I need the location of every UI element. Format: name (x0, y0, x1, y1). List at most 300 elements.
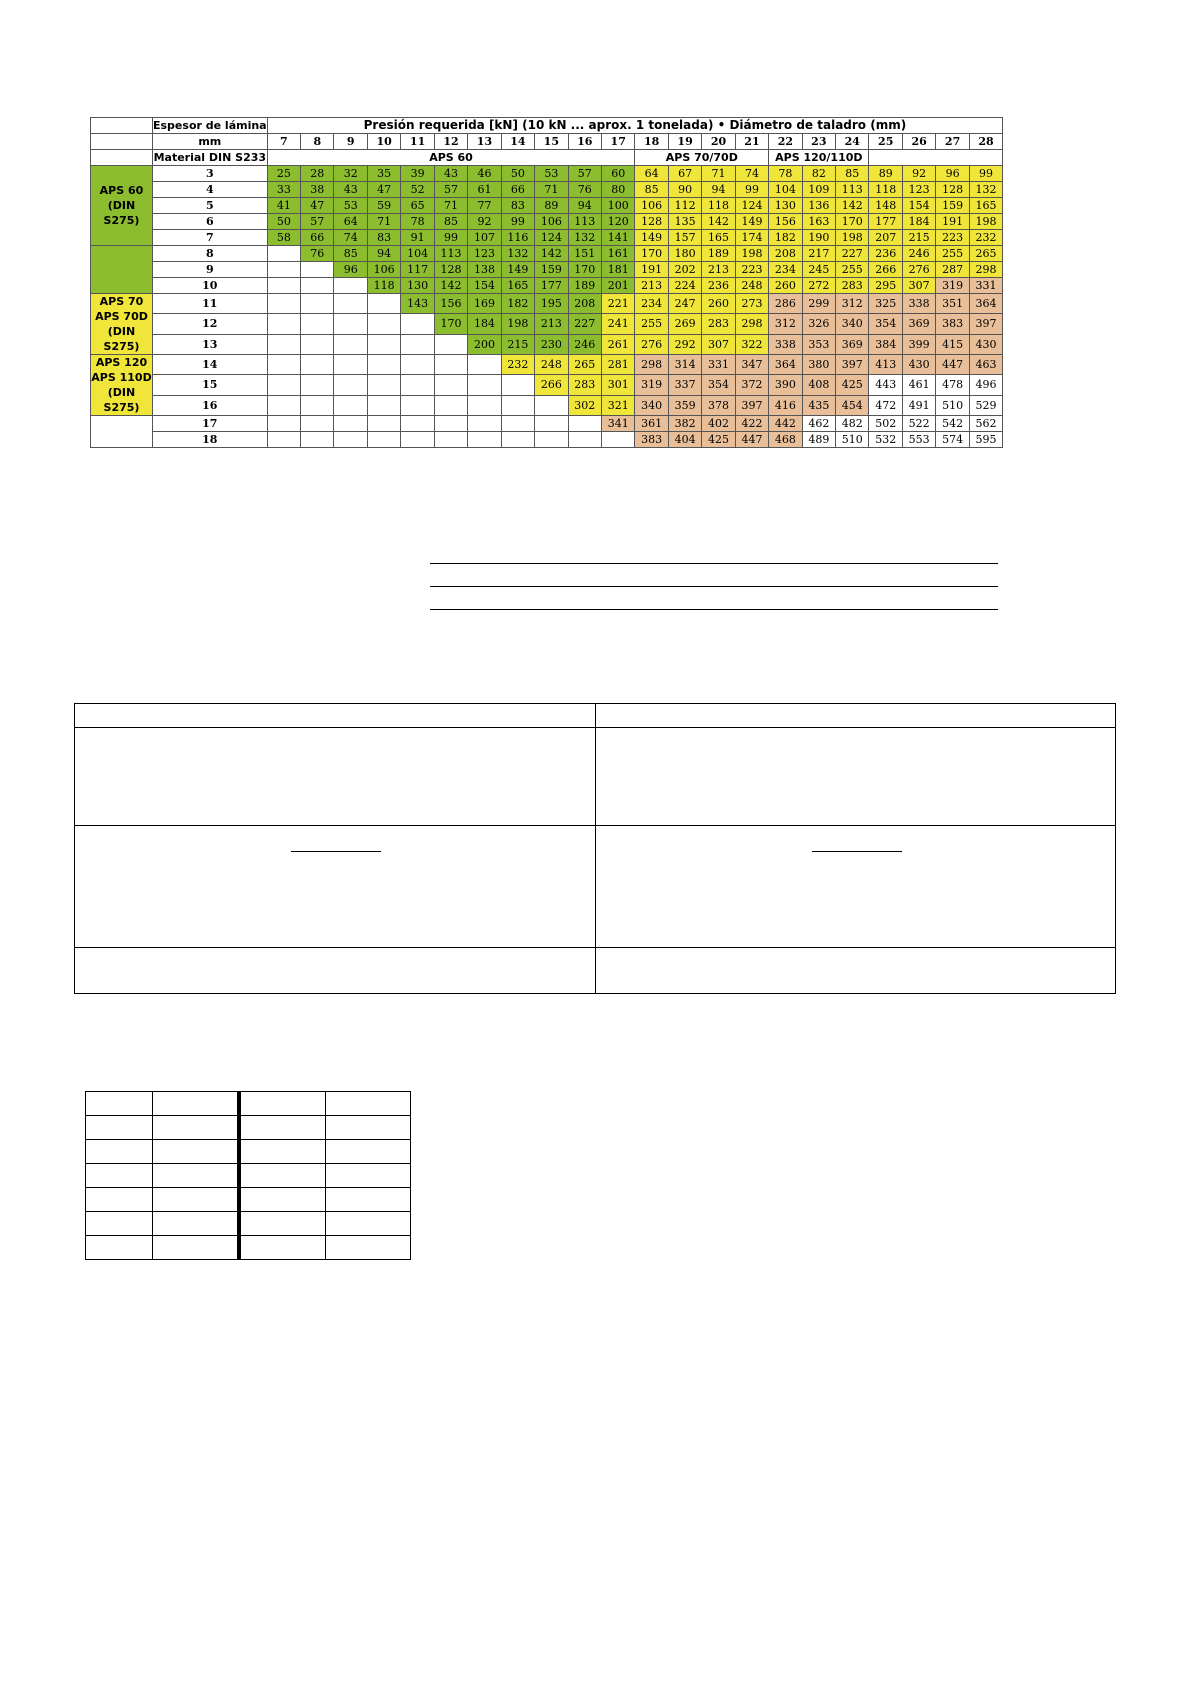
pressure-value: 425 (702, 432, 735, 448)
thickness-value: 15 (153, 375, 268, 395)
pressure-value: 91 (401, 230, 434, 246)
pressure-value: 106 (635, 198, 668, 214)
pressure-value: 491 (902, 395, 935, 415)
pressure-value: 96 (936, 166, 969, 182)
pressure-value: 354 (869, 314, 902, 334)
pressure-value: 215 (501, 334, 534, 354)
pressure-value: 53 (535, 166, 568, 182)
pressure-value: 83 (367, 230, 400, 246)
pressure-value: 113 (568, 214, 601, 230)
empty-cell (568, 416, 601, 432)
pressure-value: 165 (969, 198, 1002, 214)
empty-cell (301, 262, 334, 278)
pressure-value: 331 (969, 278, 1002, 294)
empty-cell (401, 334, 434, 354)
pressure-value: 353 (802, 334, 835, 354)
pressure-value: 241 (601, 314, 634, 334)
empty-cell (401, 432, 434, 448)
pressure-value: 67 (668, 166, 701, 182)
pressure-value: 113 (836, 182, 869, 198)
pressure-value: 57 (301, 214, 334, 230)
pressure-value: 337 (668, 375, 701, 395)
pressure-value: 191 (635, 262, 668, 278)
pressure-value: 510 (936, 395, 969, 415)
form-cell (595, 704, 1116, 728)
pressure-value: 266 (869, 262, 902, 278)
empty-cell (334, 334, 367, 354)
pressure-value: 50 (267, 214, 300, 230)
pressure-value: 215 (902, 230, 935, 246)
empty-cell (468, 375, 501, 395)
diameter-header: 23 (802, 134, 835, 150)
pressure-value: 234 (635, 294, 668, 314)
empty-cell (367, 294, 400, 314)
pressure-value: 135 (668, 214, 701, 230)
pressure-value: 165 (501, 278, 534, 294)
pressure-value: 64 (635, 166, 668, 182)
pressure-value: 163 (802, 214, 835, 230)
pressure-value: 272 (802, 278, 835, 294)
pressure-value: 190 (802, 230, 835, 246)
thickness-value: 17 (153, 416, 268, 432)
pressure-value: 255 (635, 314, 668, 334)
pressure-value: 154 (468, 278, 501, 294)
pressure-value: 64 (334, 214, 367, 230)
pressure-value: 213 (635, 278, 668, 294)
empty-cell (367, 375, 400, 395)
empty-cell (535, 395, 568, 415)
pressure-value: 46 (468, 166, 501, 182)
pressure-value: 71 (367, 214, 400, 230)
pressure-value: 283 (568, 375, 601, 395)
pressure-value: 397 (735, 395, 768, 415)
pressure-value: 83 (501, 198, 534, 214)
pressure-value: 124 (535, 230, 568, 246)
pressure-value: 142 (535, 246, 568, 262)
pressure-value: 43 (434, 166, 467, 182)
empty-cell (301, 355, 334, 375)
pressure-value: 149 (635, 230, 668, 246)
diameter-header: 9 (334, 134, 367, 150)
empty-cell (568, 432, 601, 448)
pressure-value: 116 (501, 230, 534, 246)
pressure-value: 397 (836, 355, 869, 375)
pressure-value: 107 (468, 230, 501, 246)
pressure-value: 213 (702, 262, 735, 278)
form-cell (595, 826, 1116, 948)
pressure-value: 71 (702, 166, 735, 182)
pressure-value: 326 (802, 314, 835, 334)
pressure-value: 227 (568, 314, 601, 334)
pressure-value: 510 (836, 432, 869, 448)
pressure-value: 338 (902, 294, 935, 314)
pressure-value: 130 (769, 198, 802, 214)
empty-cell (301, 334, 334, 354)
empty-cell (334, 294, 367, 314)
pressure-value: 104 (769, 182, 802, 198)
pressure-value: 207 (869, 230, 902, 246)
pressure-value: 149 (735, 214, 768, 230)
underline-right (812, 851, 902, 852)
group-label: APS 120 APS 110D (DIN S275) (91, 356, 152, 414)
empty-cell (468, 395, 501, 415)
corner-cell (91, 134, 153, 150)
empty-cell (367, 355, 400, 375)
pressure-value: 384 (869, 334, 902, 354)
pressure-value: 364 (969, 294, 1002, 314)
pressure-value: 292 (668, 334, 701, 354)
pressure-value: 99 (735, 182, 768, 198)
table-title: Presión requerida [kN] (10 kN ... aprox. 1 tonelada) • Diámetro de taladro (mm) (267, 118, 1003, 134)
pressure-value: 136 (802, 198, 835, 214)
pressure-value: 319 (936, 278, 969, 294)
pressure-value: 85 (434, 214, 467, 230)
pressure-value: 382 (668, 416, 701, 432)
pressure-value: 170 (836, 214, 869, 230)
empty-cell (535, 432, 568, 448)
empty-cell (301, 432, 334, 448)
pressure-value: 170 (568, 262, 601, 278)
empty-cell (401, 395, 434, 415)
pressure-value: 213 (535, 314, 568, 334)
pressure-value: 276 (635, 334, 668, 354)
empty-cell (434, 355, 467, 375)
empty-cell (301, 416, 334, 432)
pressure-value: 562 (969, 416, 1002, 432)
diameter-header: 10 (367, 134, 400, 150)
pressure-value: 522 (902, 416, 935, 432)
pressure-value: 71 (535, 182, 568, 198)
pressure-value: 260 (702, 294, 735, 314)
pressure-value: 195 (535, 294, 568, 314)
pressure-value: 266 (535, 375, 568, 395)
pressure-value: 57 (434, 182, 467, 198)
pressure-value: 177 (869, 214, 902, 230)
pressure-value: 255 (936, 246, 969, 262)
pressure-value: 286 (769, 294, 802, 314)
pressure-value: 273 (735, 294, 768, 314)
pressure-value: 104 (401, 246, 434, 262)
pressure-value: 106 (367, 262, 400, 278)
empty-cell (367, 432, 400, 448)
blank-line-2 (430, 586, 998, 587)
pressure-value: 307 (702, 334, 735, 354)
empty-cell (501, 416, 534, 432)
diameter-header: 16 (568, 134, 601, 150)
pressure-value: 109 (802, 182, 835, 198)
pressure-value: 461 (902, 375, 935, 395)
blank-line-3 (430, 609, 998, 610)
pressure-value: 118 (869, 182, 902, 198)
diameter-header: 7 (267, 134, 300, 150)
blank-form-table (74, 703, 1116, 994)
pressure-value: 132 (969, 182, 1002, 198)
pressure-value: 99 (501, 214, 534, 230)
pressure-value: 435 (802, 395, 835, 415)
pressure-value: 529 (969, 395, 1002, 415)
pressure-value: 80 (601, 182, 634, 198)
pressure-value: 128 (635, 214, 668, 230)
pressure-value: 174 (735, 230, 768, 246)
pressure-value: 99 (969, 166, 1002, 182)
pressure-value: 230 (535, 334, 568, 354)
pressure-value: 100 (601, 198, 634, 214)
pressure-value: 94 (367, 246, 400, 262)
pressure-value: 128 (936, 182, 969, 198)
pressure-value: 463 (969, 355, 1002, 375)
pressure-value: 221 (601, 294, 634, 314)
pressure-value: 181 (601, 262, 634, 278)
empty-cell (468, 416, 501, 432)
pressure-value: 25 (267, 166, 300, 182)
pressure-value: 201 (601, 278, 634, 294)
thickness-value: 6 (153, 214, 268, 230)
diameter-header: 15 (535, 134, 568, 150)
empty-cell (535, 416, 568, 432)
pressure-value: 170 (434, 314, 467, 334)
pressure-value: 430 (969, 334, 1002, 354)
pressure-value: 200 (468, 334, 501, 354)
pressure-value: 307 (902, 278, 935, 294)
empty-cell (434, 395, 467, 415)
pressure-value: 182 (769, 230, 802, 246)
empty-cell (401, 355, 434, 375)
pressure-value: 39 (401, 166, 434, 182)
pressure-value: 33 (267, 182, 300, 198)
thickness-value: 5 (153, 198, 268, 214)
pressure-value: 141 (601, 230, 634, 246)
pressure-value: 94 (568, 198, 601, 214)
pressure-value: 502 (869, 416, 902, 432)
pressure-value: 154 (902, 198, 935, 214)
diameter-header: 21 (735, 134, 768, 150)
pressure-value: 118 (702, 198, 735, 214)
empty-cell (267, 294, 300, 314)
form-cell (75, 948, 596, 994)
pressure-value: 50 (501, 166, 534, 182)
pressure-value: 383 (635, 432, 668, 448)
pressure-value: 106 (535, 214, 568, 230)
pressure-value: 66 (501, 182, 534, 198)
pressure-value: 169 (468, 294, 501, 314)
pressure-value: 298 (635, 355, 668, 375)
pressure-value: 347 (735, 355, 768, 375)
pressure-value: 380 (802, 355, 835, 375)
pressure-value: 191 (936, 214, 969, 230)
pressure-value: 298 (735, 314, 768, 334)
underline-left (291, 851, 381, 852)
pressure-value: 331 (702, 355, 735, 375)
pressure-value: 595 (969, 432, 1002, 448)
pressure-value: 325 (869, 294, 902, 314)
pressure-value: 224 (668, 278, 701, 294)
pressure-value: 430 (902, 355, 935, 375)
pressure-value: 138 (468, 262, 501, 278)
pressure-value: 361 (635, 416, 668, 432)
diameter-header: 24 (836, 134, 869, 150)
pressure-value: 312 (836, 294, 869, 314)
pressure-value: 390 (769, 375, 802, 395)
pressure-value: 447 (735, 432, 768, 448)
pressure-value: 322 (735, 334, 768, 354)
pressure-value: 372 (735, 375, 768, 395)
empty-cell (267, 262, 300, 278)
form-cell (595, 948, 1116, 994)
pressure-value: 287 (936, 262, 969, 278)
pressure-value: 132 (501, 246, 534, 262)
empty-cell (267, 246, 300, 262)
empty-cell (501, 375, 534, 395)
pressure-value: 314 (668, 355, 701, 375)
pressure-value: 78 (401, 214, 434, 230)
pressure-value: 130 (401, 278, 434, 294)
pressure-value: 234 (769, 262, 802, 278)
pressure-value: 156 (434, 294, 467, 314)
empty-cell (501, 432, 534, 448)
pressure-value: 340 (836, 314, 869, 334)
pressure-value: 85 (334, 246, 367, 262)
empty-cell (367, 416, 400, 432)
pressure-value: 41 (267, 198, 300, 214)
pressure-value: 482 (836, 416, 869, 432)
pressure-value: 112 (668, 198, 701, 214)
empty-cell (401, 375, 434, 395)
pressure-value: 341 (601, 416, 634, 432)
pressure-value: 415 (936, 334, 969, 354)
pressure-value: 132 (568, 230, 601, 246)
pressure-value: 85 (635, 182, 668, 198)
pressure-value: 496 (969, 375, 1002, 395)
pressure-value: 89 (869, 166, 902, 182)
pressure-value: 157 (668, 230, 701, 246)
pressure-value: 99 (434, 230, 467, 246)
pressure-value: 532 (869, 432, 902, 448)
band-aps120: APS 120/110D (769, 150, 869, 166)
unit-label: mm (153, 134, 268, 150)
pressure-value: 454 (836, 395, 869, 415)
pressure-value: 248 (535, 355, 568, 375)
thickness-value: 9 (153, 262, 268, 278)
diameter-header: 28 (969, 134, 1002, 150)
pressure-value: 66 (301, 230, 334, 246)
pressure-value: 413 (869, 355, 902, 375)
pressure-value: 260 (769, 278, 802, 294)
form-cell (75, 826, 596, 948)
diameter-header: 26 (902, 134, 935, 150)
band-aps60: APS 60 (267, 150, 635, 166)
pressure-value: 165 (702, 230, 735, 246)
pressure-value: 189 (702, 246, 735, 262)
empty-cell (267, 432, 300, 448)
diameter-header: 27 (936, 134, 969, 150)
empty-cell (501, 395, 534, 415)
pressure-value: 248 (735, 278, 768, 294)
pressure-value: 402 (702, 416, 735, 432)
diameter-header: 17 (601, 134, 634, 150)
thickness-value: 10 (153, 278, 268, 294)
empty-cell (434, 334, 467, 354)
pressure-value: 128 (434, 262, 467, 278)
pressure-value: 462 (802, 416, 835, 432)
pressure-value: 182 (501, 294, 534, 314)
pressure-value: 198 (501, 314, 534, 334)
pressure-value: 232 (969, 230, 1002, 246)
thickness-value: 7 (153, 230, 268, 246)
pressure-value: 76 (301, 246, 334, 262)
empty-cell (301, 278, 334, 294)
pressure-value: 43 (334, 182, 367, 198)
pressure-value: 32 (334, 166, 367, 182)
pressure-value: 92 (468, 214, 501, 230)
empty-cell (334, 416, 367, 432)
diameter-header: 18 (635, 134, 668, 150)
pressure-value: 408 (802, 375, 835, 395)
empty-cell (334, 375, 367, 395)
pressure-value: 82 (802, 166, 835, 182)
pressure-value: 399 (902, 334, 935, 354)
pressure-value: 223 (936, 230, 969, 246)
pressure-value: 447 (936, 355, 969, 375)
pressure-value: 442 (769, 416, 802, 432)
pressure-value: 422 (735, 416, 768, 432)
empty-cell (334, 432, 367, 448)
pressure-value: 404 (668, 432, 701, 448)
pressure-value: 354 (702, 375, 735, 395)
empty-cell (367, 314, 400, 334)
pressure-value: 299 (802, 294, 835, 314)
empty-cell (468, 432, 501, 448)
pressure-value: 198 (969, 214, 1002, 230)
pressure-value: 92 (902, 166, 935, 182)
pressure-value: 255 (836, 262, 869, 278)
pressure-value: 351 (936, 294, 969, 314)
pressure-value: 28 (301, 166, 334, 182)
pressure-value: 180 (668, 246, 701, 262)
pressure-table (90, 117, 1003, 448)
empty-cell (267, 395, 300, 415)
diameter-header: 11 (401, 134, 434, 150)
pressure-value: 478 (936, 375, 969, 395)
pressure-value: 198 (735, 246, 768, 262)
pressure-value: 53 (334, 198, 367, 214)
diameter-header: 25 (869, 134, 902, 150)
pressure-value: 283 (836, 278, 869, 294)
pressure-value: 76 (568, 182, 601, 198)
empty-cell (267, 416, 300, 432)
pressure-value: 246 (568, 334, 601, 354)
pressure-value: 74 (735, 166, 768, 182)
pressure-value: 202 (668, 262, 701, 278)
pressure-value: 246 (902, 246, 935, 262)
pressure-value: 208 (769, 246, 802, 262)
pressure-value: 184 (902, 214, 935, 230)
pressure-value: 189 (568, 278, 601, 294)
pressure-value: 312 (769, 314, 802, 334)
pressure-value: 265 (969, 246, 1002, 262)
pressure-value: 59 (367, 198, 400, 214)
pressure-value: 340 (635, 395, 668, 415)
empty-cell (301, 294, 334, 314)
pressure-value: 120 (601, 214, 634, 230)
blank-line-1 (430, 563, 998, 564)
pressure-value: 151 (568, 246, 601, 262)
pressure-value: 156 (769, 214, 802, 230)
empty-cell (401, 416, 434, 432)
pressure-value: 369 (902, 314, 935, 334)
pressure-value: 142 (836, 198, 869, 214)
pressure-value: 232 (501, 355, 534, 375)
pressure-value: 364 (769, 355, 802, 375)
